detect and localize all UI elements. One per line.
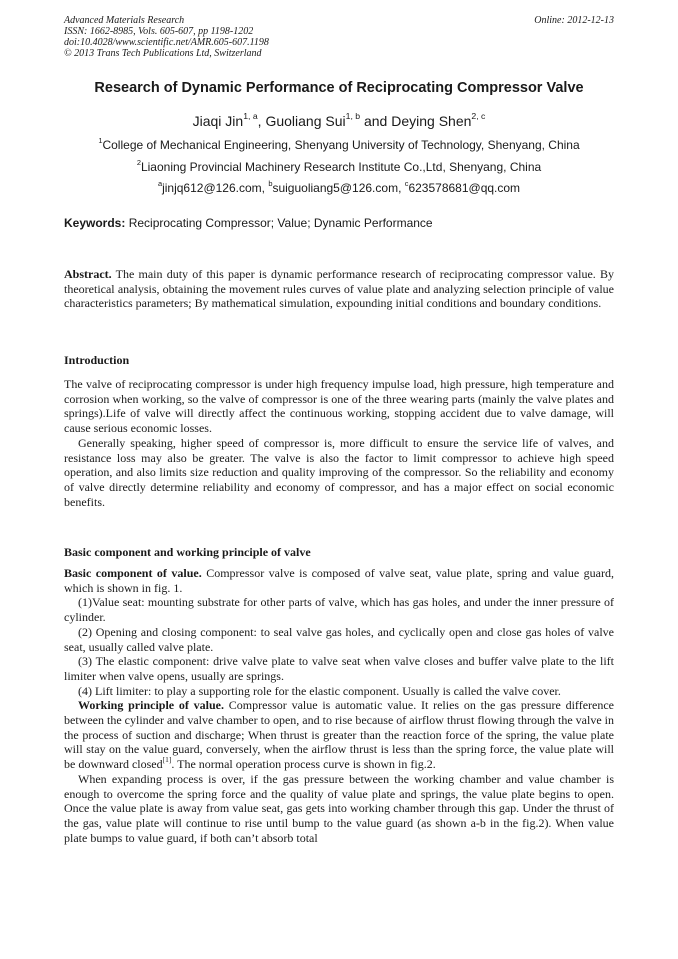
- introduction-heading: Introduction: [64, 353, 130, 367]
- paragraph: Compressor valve is composed of valve seat, value plate, spring and value guard, which is shown in fig. 1.: [64, 566, 614, 595]
- list-item: (2) Opening and closing component: to seal valve gas holes, and cyclically open and close gas holes of valve seat, usually called valve plate.: [64, 624, 614, 654]
- paper-title: Research of Dynamic Performance of Reciprocating Compressor Valve: [94, 80, 584, 96]
- introduction-body: [64, 377, 614, 509]
- email-line: [0, 181, 678, 195]
- list-item: (1)Value seat: mounting substrate for other parts of valve, which has gas holes, and under the inner pressure of cylinder.: [64, 595, 614, 625]
- email-address: 623578681@qq.com: [408, 181, 521, 195]
- journal-name: Advanced Materials Research: [64, 15, 185, 26]
- paragraph: . The normal operation process curve is shown in fig.2.: [171, 757, 436, 772]
- abstract-label: Abstract.: [64, 267, 112, 281]
- paragraph: The valve of reciprocating compressor is under high frequency impulse load, high pressure, high temperature and corrosion when working, so the valve of compressor is one of the three wearing parts (mainly the valve plates and springs).Life of valve will directly affect the continuous working, stopping accident due to valve damage, will cause serious economic losses.: [64, 377, 614, 436]
- author-name: Jiaqi Jin: [192, 113, 244, 129]
- journal-header: [64, 15, 269, 59]
- affiliation-text: College of Mechanical Engineering, Shenyang University of Technology, Shenyang, China: [102, 138, 580, 152]
- email-address: suiguoliang5@126.com,: [272, 181, 405, 195]
- author-list: [0, 113, 678, 129]
- paragraph: Generally speaking, higher speed of compressor is, more difficult to ensure the service life of valves, and resistance loss may also be greater. The valve is also the factor to limit compressor to achieve high speed operation, and also limits size reduction and quality improving of the compressor. So the reliability and economy of valve directly determine reliability and economy of compressor, and has a major effect on social economic benefits.: [64, 435, 614, 509]
- affiliation-2: [0, 160, 678, 174]
- author-separator: and: [360, 113, 392, 129]
- issn-line: ISSN: 1662-8985, Vols. 605-607, pp 1198-1202: [64, 26, 254, 37]
- author-sup: 1, b: [345, 111, 361, 122]
- keywords-text: Reciprocating Compressor; Value; Dynamic Performance: [125, 216, 433, 230]
- email-sup: a: [157, 179, 163, 189]
- list-item: (4) Lift limiter: to play a supporting role for the elastic component. Usually is called the valve cover.: [78, 683, 561, 698]
- author-separator: ,: [257, 113, 266, 129]
- section-heading: Basic component and working principle of valve: [64, 545, 311, 559]
- keywords-label: Keywords:: [64, 216, 126, 230]
- author-sup: 1, a: [243, 111, 258, 122]
- doi-line: doi:10.4028/www.scientific.net/AMR.605-607.1198: [64, 37, 269, 48]
- author-name: Deying Shen: [391, 113, 472, 129]
- email-address: jinjq612@126.com,: [162, 181, 269, 195]
- paragraph: Compressor value is automatic value. It relies on the gas pressure difference between the cylinder and valve chamber to open, and to rise because of airflow thrust flowing through the valve in the process of suction and discharge; When thrust is greater than the reaction force of the spring, the value plate will stay on the value guard, conversely, when the airflow thrust is less than the spring force, the value plate will be downward closed: [64, 698, 614, 772]
- abstract-text: The main duty of this paper is dynamic performance research of reciprocating compressor value. By theoretical analysis, obtaining the movement rules curves of value plate and analyzing selection principle of value characteristics parameters; By mathematical simulation, expounding initial conditions and boundary conditions.: [64, 267, 614, 311]
- subsection-label: Working principle of value.: [78, 698, 225, 713]
- author-sup: 2, c: [471, 111, 486, 122]
- copyright-line: © 2013 Trans Tech Publications Ltd, Switzerland: [64, 48, 262, 59]
- affiliation-sup: 1: [98, 136, 103, 146]
- affiliation-text: Liaoning Provincial Machinery Research Institute Co.,Ltd, Shenyang, China: [140, 160, 542, 174]
- citation: [1]: [162, 755, 172, 765]
- keywords: [64, 216, 433, 230]
- author-name: Guoliang Sui: [265, 113, 346, 129]
- abstract: [64, 267, 614, 311]
- email-sup: c: [404, 179, 409, 189]
- list-item: (3) The elastic component: drive valve plate to valve seat when valve closes and buffer valve plate to the lift limiter when valve opens, usually are springs.: [64, 654, 614, 683]
- subsection-label: Basic component of value.: [64, 566, 202, 580]
- affiliation-sup: 2: [136, 158, 141, 168]
- online-date: Online: 2012-12-13: [534, 15, 614, 26]
- section-body: [64, 566, 614, 845]
- email-sup: b: [268, 179, 273, 189]
- affiliation-1: [0, 138, 678, 152]
- paragraph: When expanding process is over, if the gas pressure between the working chamber and value chamber is enough to overcome the spring force and the quality of value plate and springs, the value plate begins to open. Once the value plate is away from value seat, gas gets into working chamber through this gap. Under the thrust of the gas, value plate will continue to rise until bump to the value guard (as shown a-b in the fig.2). When value plate bumps to value guard, if both can’t absorb total: [64, 771, 614, 845]
